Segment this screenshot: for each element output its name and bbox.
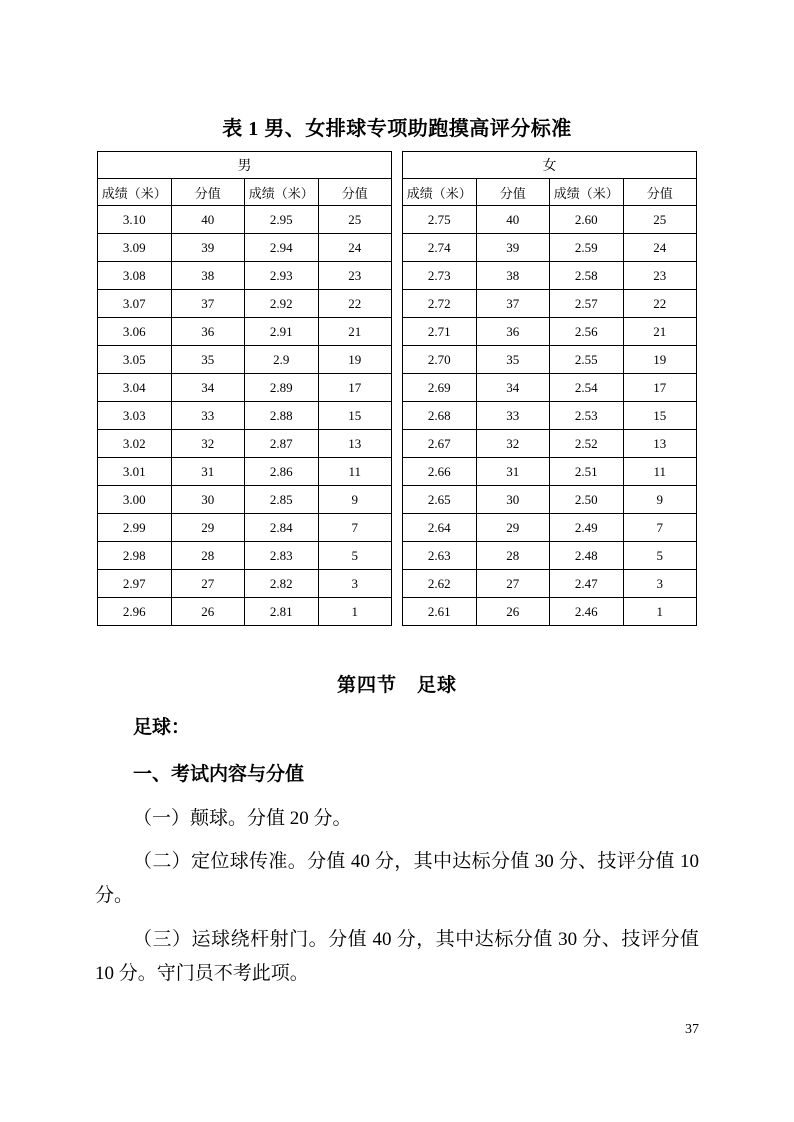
cell: 27 [171,570,245,598]
table-row [98,598,697,626]
cell: 17 [318,374,392,402]
cell: 40 [476,206,550,234]
cell: 2.72 [403,290,477,318]
column-gap [392,402,403,430]
column-gap [392,318,403,346]
col-header-female-points-2: 分值 [623,179,697,206]
cell: 2.49 [550,514,624,542]
cell: 28 [476,542,550,570]
cell: 36 [476,318,550,346]
paragraph-2: （二）定位球传准。分值 40 分，其中达标分值 30 分、技评分值 10 分。 [95,851,699,907]
cell: 2.55 [550,346,624,374]
cell: 1 [623,598,697,626]
section-subheading: 足球： [133,717,191,738]
cell: 2.46 [550,598,624,626]
cell: 33 [171,402,245,430]
table-row [98,570,697,598]
cell: 24 [318,234,392,262]
cell: 2.56 [550,318,624,346]
table-row [98,206,697,234]
col-header-female-result-1: 成绩（米） [403,179,477,206]
item-heading: 一、考试内容与分值 [133,764,305,786]
cell: 3 [623,570,697,598]
col-header-female-result-2: 成绩（米） [550,179,624,206]
column-gap [392,346,403,374]
cell: 2.57 [550,290,624,318]
cell: 2.60 [550,206,624,234]
table-row [98,374,697,402]
cell: 3.08 [98,262,172,290]
cell: 2.58 [550,262,624,290]
paragraph-3: （三）运球绕杆射门。分值 40 分，其中达标分值 30 分、技评分值 10 分。守门员不考此项。 [95,928,699,984]
cell: 25 [623,206,697,234]
cell: 2.87 [245,430,319,458]
cell: 5 [623,542,697,570]
cell: 2.88 [245,402,319,430]
column-gap [392,179,403,206]
cell: 2.47 [550,570,624,598]
cell: 3.06 [98,318,172,346]
cell: 2.53 [550,402,624,430]
col-header-female-points-1: 分值 [476,179,550,206]
cell: 3.10 [98,206,172,234]
cell: 2.96 [98,598,172,626]
cell: 32 [171,430,245,458]
cell: 39 [171,234,245,262]
column-gap [392,514,403,542]
cell: 2.70 [403,346,477,374]
group-header-male: 男 [98,152,392,179]
table-row [98,290,697,318]
table-row [98,542,697,570]
cell: 15 [318,402,392,430]
cell: 2.61 [403,598,477,626]
cell: 2.54 [550,374,624,402]
cell: 1 [318,598,392,626]
cell: 2.51 [550,458,624,486]
cell: 2.94 [245,234,319,262]
cell: 2.81 [245,598,319,626]
col-header-male-result-2: 成绩（米） [245,179,319,206]
cell: 3.01 [98,458,172,486]
cell: 2.98 [98,542,172,570]
col-header-male-points-2: 分值 [318,179,392,206]
table-row [98,458,697,486]
cell: 37 [171,290,245,318]
cell: 31 [171,458,245,486]
cell: 26 [171,598,245,626]
cell: 2.85 [245,486,319,514]
cell: 28 [171,542,245,570]
col-header-male-points-1: 分值 [171,179,245,206]
cell: 9 [318,486,392,514]
cell: 31 [476,458,550,486]
cell: 17 [623,374,697,402]
column-gap [392,486,403,514]
cell: 34 [171,374,245,402]
cell: 26 [476,598,550,626]
section-heading: 第四节 足球 [336,675,457,696]
cell: 13 [623,430,697,458]
cell: 19 [318,346,392,374]
cell: 2.48 [550,542,624,570]
cell: 22 [318,290,392,318]
cell: 2.99 [98,514,172,542]
cell: 11 [623,458,697,486]
column-gap [392,152,403,179]
cell: 2.52 [550,430,624,458]
table-row [98,346,697,374]
cell: 23 [623,262,697,290]
table-row [98,234,697,262]
cell: 39 [476,234,550,262]
cell: 25 [318,206,392,234]
cell: 11 [318,458,392,486]
cell: 2.73 [403,262,477,290]
table-row [98,262,697,290]
cell: 2.68 [403,402,477,430]
column-gap [392,262,403,290]
cell: 13 [318,430,392,458]
cell: 2.63 [403,542,477,570]
volleyball-score-table [97,151,697,626]
cell: 19 [623,346,697,374]
cell: 2.9 [245,346,319,374]
column-gap [392,430,403,458]
group-header-female: 女 [403,152,697,179]
table-title: 表 1 男、女排球专项助跑摸高评分标准 [222,118,572,140]
cell: 38 [476,262,550,290]
cell: 35 [171,346,245,374]
cell: 2.93 [245,262,319,290]
cell: 3.04 [98,374,172,402]
cell: 2.97 [98,570,172,598]
cell: 40 [171,206,245,234]
cell: 29 [171,514,245,542]
column-gap [392,234,403,262]
cell: 7 [318,514,392,542]
cell: 5 [318,542,392,570]
cell: 3.09 [98,234,172,262]
cell: 38 [171,262,245,290]
cell: 32 [476,430,550,458]
page-number: 37 [685,1022,699,1037]
column-gap [392,598,403,626]
cell: 2.66 [403,458,477,486]
cell: 9 [623,486,697,514]
table-group-header-row [98,152,697,179]
cell: 2.91 [245,318,319,346]
cell: 3.03 [98,402,172,430]
col-header-male-result-1: 成绩（米） [98,179,172,206]
cell: 35 [476,346,550,374]
cell: 2.95 [245,206,319,234]
cell: 2.69 [403,374,477,402]
cell: 21 [318,318,392,346]
cell: 2.84 [245,514,319,542]
table-row [98,430,697,458]
cell: 21 [623,318,697,346]
cell: 2.86 [245,458,319,486]
cell: 3.02 [98,430,172,458]
table-row [98,514,697,542]
cell: 2.83 [245,542,319,570]
cell: 30 [171,486,245,514]
cell: 36 [171,318,245,346]
paragraph-1: （一）颠球。分值 20 分。 [133,807,352,829]
table-column-header-row [98,179,697,206]
cell: 2.89 [245,374,319,402]
column-gap [392,542,403,570]
cell: 23 [318,262,392,290]
table-row [98,402,697,430]
cell: 3.05 [98,346,172,374]
cell: 7 [623,514,697,542]
cell: 24 [623,234,697,262]
cell: 2.59 [550,234,624,262]
column-gap [392,458,403,486]
column-gap [392,570,403,598]
cell: 2.67 [403,430,477,458]
cell: 2.92 [245,290,319,318]
column-gap [392,206,403,234]
cell: 3.07 [98,290,172,318]
cell: 2.75 [403,206,477,234]
column-gap [392,374,403,402]
cell: 2.62 [403,570,477,598]
cell: 22 [623,290,697,318]
cell: 3 [318,570,392,598]
cell: 34 [476,374,550,402]
column-gap [392,290,403,318]
cell: 3.00 [98,486,172,514]
table-row [98,318,697,346]
table-row [98,486,697,514]
cell: 30 [476,486,550,514]
cell: 37 [476,290,550,318]
cell: 27 [476,570,550,598]
cell: 2.50 [550,486,624,514]
cell: 29 [476,514,550,542]
cell: 15 [623,402,697,430]
cell: 2.82 [245,570,319,598]
cell: 33 [476,402,550,430]
cell: 2.64 [403,514,477,542]
cell: 2.71 [403,318,477,346]
cell: 2.74 [403,234,477,262]
cell: 2.65 [403,486,477,514]
